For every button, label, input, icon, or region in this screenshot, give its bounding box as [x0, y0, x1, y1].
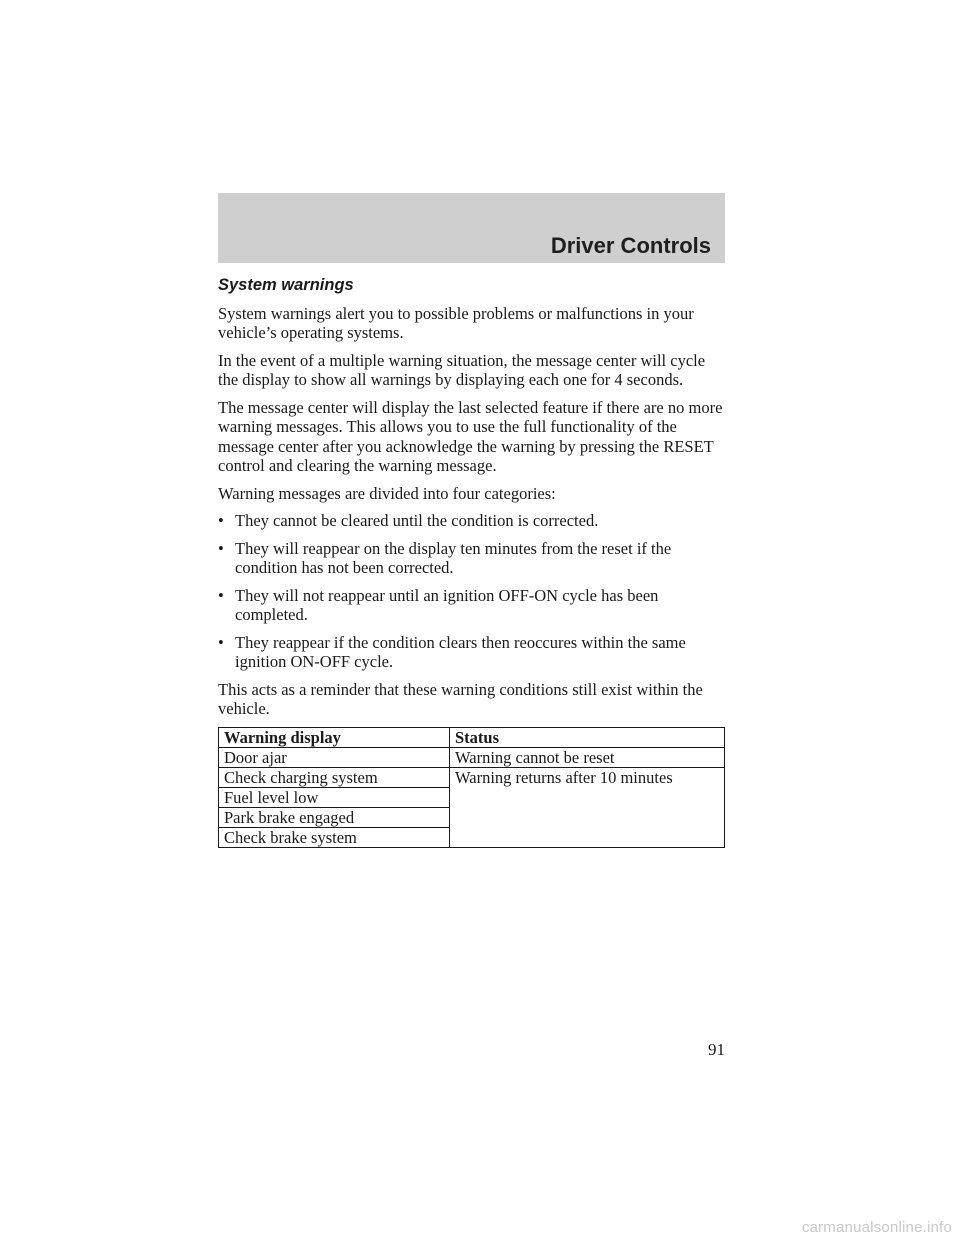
column-header-status: Status	[450, 727, 725, 747]
table-cell: Park brake engaged	[219, 807, 450, 827]
bullet-icon: •	[218, 585, 224, 605]
column-header-warning-display: Warning display	[219, 727, 450, 747]
table-cell: Check charging system	[219, 767, 450, 787]
watermark: carmanualsonline.info	[801, 1219, 952, 1236]
paragraph-categories: Warning messages are divided into four categories:	[218, 483, 556, 503]
header-band	[218, 193, 725, 263]
warning-table	[218, 727, 725, 848]
list-item-text: They will reappear on the display ten minutes from the reset if the condition has not been corrected.	[235, 538, 672, 577]
table-cell: Door ajar	[219, 747, 450, 767]
bullet-icon: •	[218, 632, 224, 652]
bullet-icon: •	[218, 538, 224, 558]
table-cell: Fuel level low	[219, 787, 450, 807]
list-item-text: They cannot be cleared until the condition is corrected.	[235, 511, 599, 530]
table-header-row	[219, 727, 725, 747]
page-number: 91	[708, 1040, 725, 1059]
paragraph-multiple-warnings: In the event of a multiple warning situation, the message center will cycle the display to show all warnings by displaying each one for 4 seconds.	[218, 350, 706, 389]
list-item	[218, 511, 725, 531]
list-item	[218, 586, 725, 625]
list-item-text: They will not reappear until an ignition OFF-ON cycle has been completed.	[235, 585, 659, 624]
table-row	[219, 767, 725, 787]
page-content	[218, 276, 725, 848]
list-item-text: They reappear if the condition clears then reoccures within the same ignition ON-OFF cycle.	[235, 632, 686, 671]
list-item	[218, 633, 725, 672]
chapter-title: Driver Controls	[550, 233, 711, 258]
table-cell: Check brake system	[219, 827, 450, 847]
paragraph-reminder: This acts as a reminder that these warning conditions still exist within the vehicle.	[218, 679, 703, 718]
table-row	[219, 747, 725, 767]
table-cell: Warning cannot be reset	[450, 747, 725, 767]
list-item	[218, 539, 725, 578]
category-list	[218, 511, 725, 672]
paragraph-last-feature: The message center will display the last selected feature if there are no more warning messages. This allows you to use the full functionality of the message center after you acknowledge the warning by pressing the RESET control and clearing the warning message.	[218, 397, 723, 475]
section-heading: System warnings	[218, 276, 354, 294]
table-cell: Warning returns after 10 minutes	[450, 767, 725, 847]
bullet-icon: •	[218, 511, 224, 530]
paragraph-intro: System warnings alert you to possible problems or malfunctions in your vehicle’s operating systems.	[218, 303, 694, 342]
